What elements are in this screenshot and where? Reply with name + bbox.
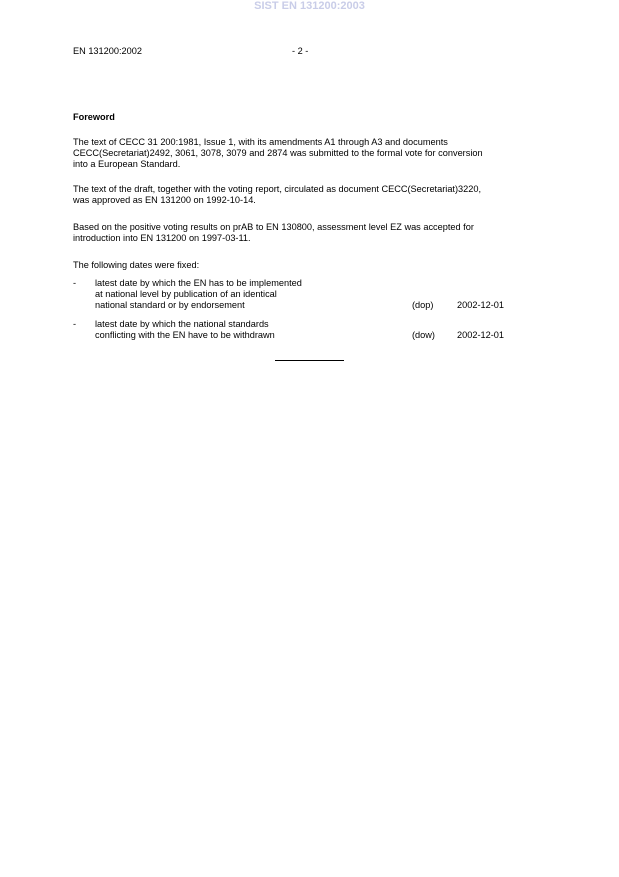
- list-bullet: -: [73, 278, 77, 288]
- date-code: (dow): [412, 330, 435, 340]
- list-item-text: latest date by which the national standards conflicting with the EN have to be withdrawn: [95, 319, 275, 340]
- date-code: (dop): [412, 300, 434, 310]
- paragraph-3: Based on the positive voting results on prAB to EN 130800, assessment level EZ was accepted for introduction into EN 131200 on 1997-03-11.: [73, 222, 474, 243]
- section-title: Foreword: [73, 112, 115, 122]
- watermark: SIST EN 131200:2003: [254, 0, 365, 12]
- list-item-text: latest date by which the EN has to be implemented at national level by publication of an identical national standard or by endorsement: [95, 278, 302, 310]
- page-number: - 2 -: [292, 46, 309, 56]
- date-value: 2002-12-01: [457, 300, 504, 310]
- list-bullet: -: [73, 319, 77, 329]
- paragraph-1: The text of CECC 31 200:1981, Issue 1, with its amendments A1 through A3 and documents CECC(Secretariat)2492, 3061, 3078, 3079 and 2874 was submitted to the formal vote for conversion into a European Standard.: [73, 137, 483, 169]
- date-value: 2002-12-01: [457, 330, 504, 340]
- end-rule: [275, 360, 344, 361]
- document-id: EN 131200:2002: [73, 46, 142, 56]
- paragraph-2: The text of the draft, together with the voting report, circulated as document CECC(Secretariat)3220, was approved as EN 131200 on 1992-10-14.: [73, 184, 482, 205]
- paragraph-4: The following dates were fixed:: [73, 260, 200, 270]
